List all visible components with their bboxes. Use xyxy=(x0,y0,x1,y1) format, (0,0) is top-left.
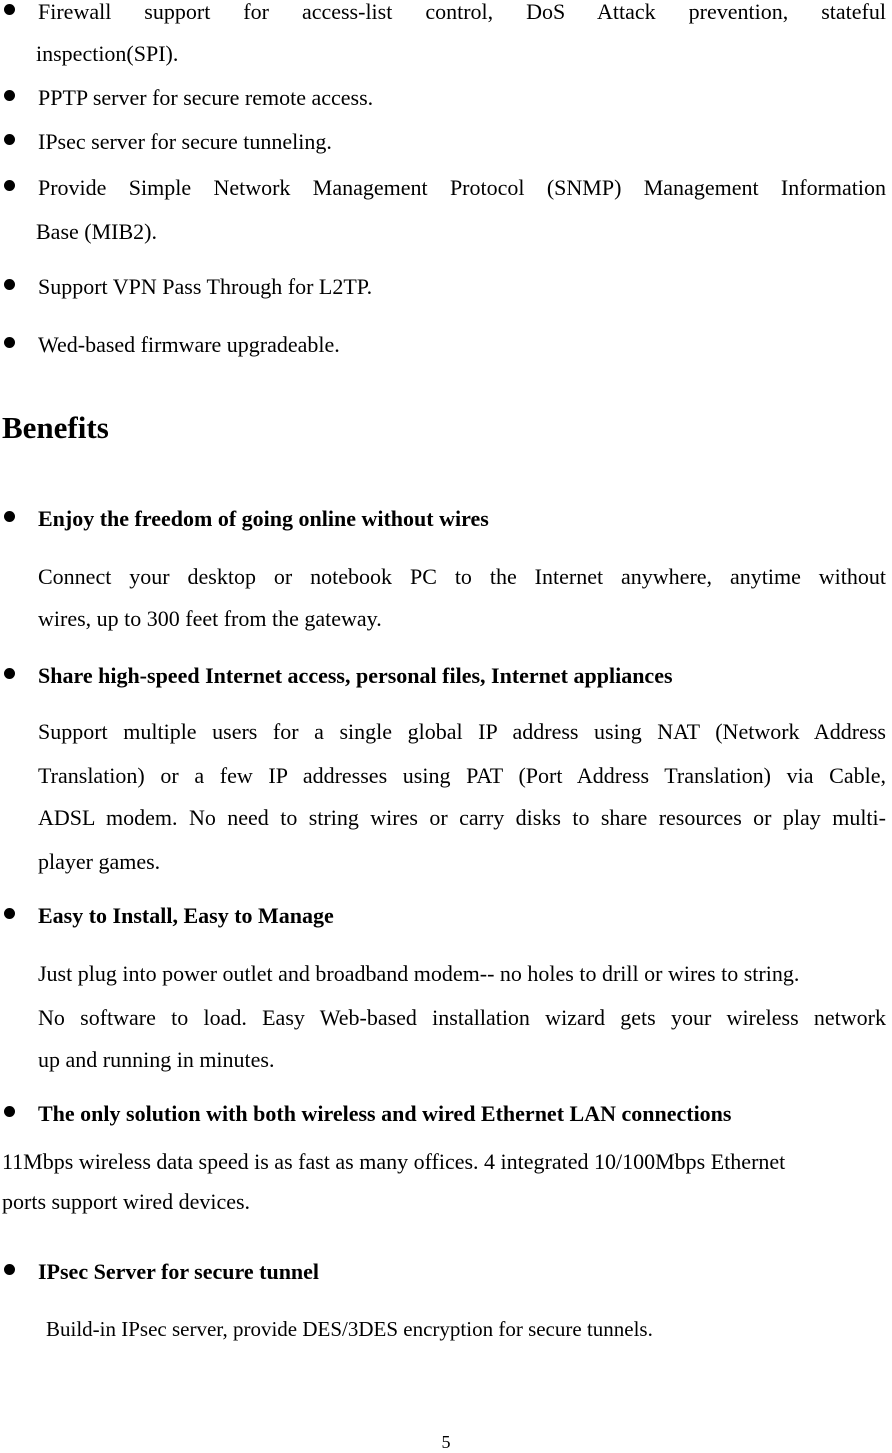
benefit-text-line: Support multiple users for a single global IP address using NAT (Network Address xyxy=(38,719,886,744)
benefit-text-line: ADSL modem. No need to string wires or carry disks to share resources or play multi- xyxy=(38,805,886,830)
benefit-text-line: up and running in minutes. xyxy=(38,1047,275,1072)
benefits-heading: Benefits xyxy=(2,410,109,445)
benefit-text-line: Translation) or a few IP addresses using PAT (Port Address Translation) via Cable, xyxy=(38,763,886,788)
benefit-title: Easy to Install, Easy to Manage xyxy=(38,903,334,928)
bullet-dot xyxy=(4,1264,15,1275)
feature-pptp: PPTP server for secure remote access. xyxy=(38,85,374,110)
benefit-text-line: No software to load. Easy Web-based installation wizard gets your wireless network xyxy=(38,1005,886,1030)
benefit-text-line: Build-in IPsec server, provide DES/3DES encryption for secure tunnels. xyxy=(46,1317,653,1341)
bullet-dot xyxy=(4,511,15,522)
benefit-text-line: player games. xyxy=(38,849,161,874)
bullet-dot xyxy=(4,4,15,15)
feature-ipsec: IPsec server for secure tunneling. xyxy=(38,129,332,154)
benefit-title: IPsec Server for secure tunnel xyxy=(38,1259,320,1284)
bullet-dot xyxy=(4,279,15,290)
bullet-dot xyxy=(4,1106,15,1117)
benefit-title: Share high-speed Internet access, personal files, Internet appliances xyxy=(38,663,673,688)
benefit-title: The only solution with both wireless and wired Ethernet LAN connections xyxy=(38,1101,732,1126)
benefit-text-line: ports support wired devices. xyxy=(2,1189,251,1214)
bullet-dot xyxy=(4,134,15,145)
benefit-text-line: Just plug into power outlet and broadband modem-- no holes to drill or wires to string. xyxy=(38,961,800,986)
feature-firmware: Wed-based firmware upgradeable. xyxy=(38,332,340,357)
bullet-dot xyxy=(4,180,15,191)
feature-snmp-line-1: Provide Simple Network Management Protocol (SNMP) Management Information xyxy=(38,175,886,200)
feature-firewall-line-1: Firewall support for access-list control, DoS Attack prevention, stateful xyxy=(38,0,886,24)
benefit-text-line: Connect your desktop or notebook PC to the Internet anywhere, anytime without xyxy=(38,564,886,589)
page-number: 5 xyxy=(441,1432,451,1452)
feature-vpn: Support VPN Pass Through for L2TP. xyxy=(38,274,373,299)
bullet-dot xyxy=(4,337,15,348)
bullet-dot xyxy=(4,90,15,101)
bullet-dot xyxy=(4,668,15,679)
benefit-title: Enjoy the freedom of going online without wires xyxy=(38,506,489,531)
benefit-text-line: 11Mbps wireless data speed is as fast as many offices. 4 integrated 10/100Mbps Ethernet xyxy=(2,1149,786,1174)
benefit-text-line: wires, up to 300 feet from the gateway. xyxy=(38,606,382,631)
bullet-dot xyxy=(4,908,15,919)
feature-snmp-line-2: Base (MIB2). xyxy=(36,219,157,244)
feature-firewall-line-2: inspection(SPI). xyxy=(36,41,179,66)
